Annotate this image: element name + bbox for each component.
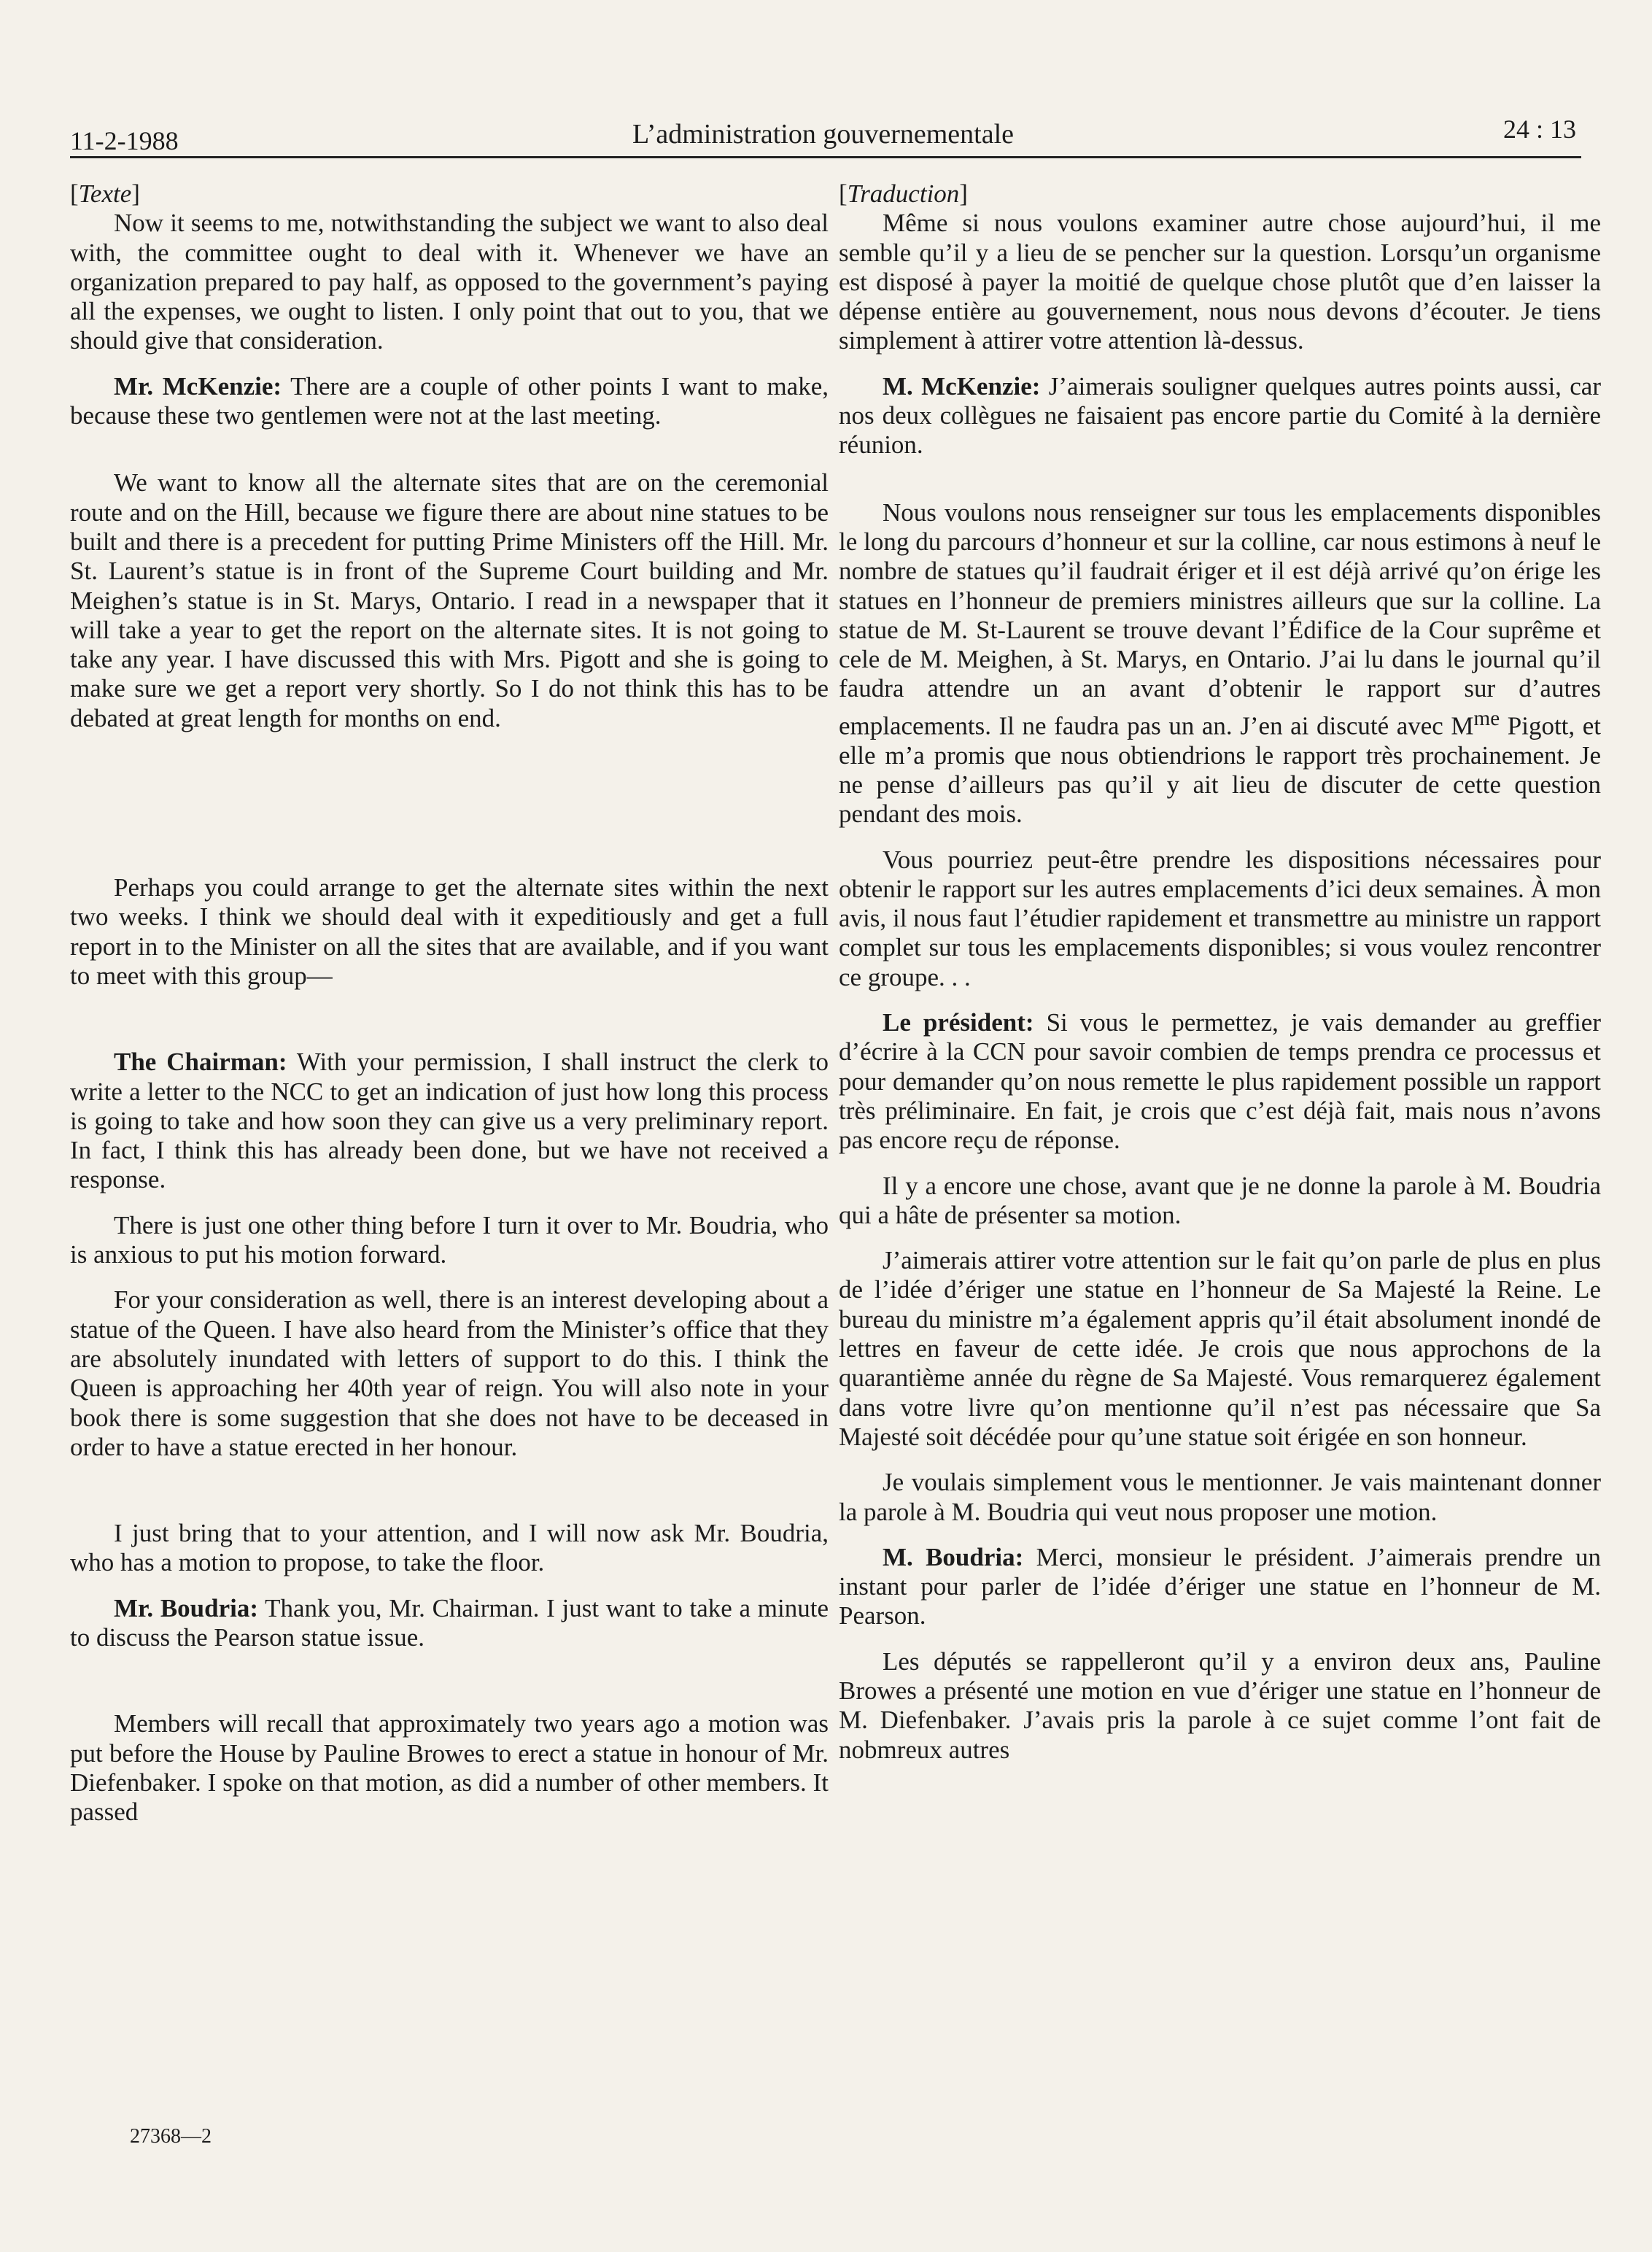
- paragraph: Même si nous voulons examiner autre chose aujourd’hui, il me semble qu’il y a lieu de se pencher sur la question. Lorsqu’un organisme est disposé à payer la moitié de quelque chose plutôt que d’en laisser la dépense entière au gouvernement, nous nous devons d’écouter. Je tiens simplement à attirer votre attention là-dessus.: [839, 209, 1601, 355]
- header-page-number: 24 : 13: [1502, 115, 1576, 144]
- paragraph: Mr. Boudria: Thank you, Mr. Chairman. I just want to take a minute to discuss the Pearson statue issue.: [70, 1593, 829, 1652]
- page-header: [70, 111, 1576, 155]
- footer-print-code: 27368—2: [130, 2125, 212, 2148]
- header-rule: [70, 156, 1581, 158]
- header-title: L’administration gouvernementale: [632, 119, 1015, 150]
- paragraph: Vous pourriez peut-être prendre les dispositions nécessaires pour obtenir le rapport sur les autres emplacements d’ici deux semaines. À mon avis, il nous faut l’étudier rapidement et transmettre au ministre un rapport complet sur tous les emplacements disponibles; si vous voulez rencontrer ce groupe. . .: [839, 845, 1601, 991]
- section-label-traduction: [Traduction]: [839, 179, 968, 208]
- paragraph: Mr. McKenzie: There are a couple of other points I want to make, because these two gentlemen were not at the last meeting.: [70, 371, 829, 430]
- paragraph: Il y a encore une chose, avant que je ne donne la parole à M. Boudria qui a hâte de présenter sa motion.: [839, 1171, 1601, 1229]
- speaker-name: Mr. Boudria:: [114, 1593, 259, 1622]
- paragraph: We want to know all the alternate sites that are on the ceremonial route and on the Hill, because we figure there are about nine statues to be built and there is a precedent for putting Prime Ministers off the Hill. Mr. St. Laurent’s statue is in front of the Supreme Court building and Mr. Meighen’s statue is in St. Marys, Ontario. I read in a newspaper that it will take a year to get the report on the alternate sites. It is not going to take any year. I have discussed this with Mrs. Pigott and she is going to make sure we get a report very shortly. So I do not think this has to be debated at great length for months on end.: [70, 468, 829, 732]
- paragraph: J’aimerais attirer votre attention sur le fait qu’on parle de plus en plus de l’idée d’ériger une statue en l’honneur de Sa Majesté la Reine. Le bureau du ministre m’a également appris qu’il était absolument inondé de lettres en faveur de cette idée. Je crois que nous approchons de la quarantième année du règne de Sa Majesté. Vous remarquerez également dans votre livre qu’on mentionne qu’il n’est pas nécessaire que Sa Majesté soit décédée pour qu’une statue soit érigée en son honneur.: [839, 1246, 1601, 1451]
- speaker-name: M. McKenzie:: [883, 371, 1041, 401]
- paragraph: Le président: Si vous le permettez, je vais demander au greffier d’écrire à la CCN pour savoir combien de temps prendra ce processus et pour demander qu’on nous remette le plus rapidement possible un rapport très préliminaire. En fait, je crois que c’est déjà fait, mais nous n’avons pas encore reçu de réponse.: [839, 1008, 1601, 1155]
- left-column-english: [70, 179, 829, 1843]
- header-date: 11-2-1988: [70, 126, 179, 155]
- speaker-name: Mr. McKenzie:: [114, 371, 282, 401]
- speaker-name: Le président:: [883, 1008, 1034, 1037]
- paragraph: Je voulais simplement vous le mentionner. Je vais maintenant donner la parole à M. Boudria qui veut nous proposer une motion.: [839, 1468, 1601, 1526]
- paragraph: I just bring that to your attention, and I will now ask Mr. Boudria, who has a motion to propose, to take the floor.: [70, 1519, 829, 1577]
- right-column-french: [839, 179, 1601, 1781]
- speaker-name: The Chairman:: [114, 1048, 287, 1077]
- paragraph: M. Boudria: Merci, monsieur le président. J’aimerais prendre un instant pour parler de l’idée d’ériger une statue en l’honneur de M. Pearson.: [839, 1542, 1601, 1630]
- section-label-texte: [Texte]: [70, 179, 140, 208]
- paragraph: Nous voulons nous renseigner sur tous les emplacements disponibles le long du parcours d’honneur et sur la colline, car nous estimons à neuf le nombre de statues qu’il faudrait ériger et il est déjà arrivé qu’on érige les statues en l’honneur de premiers ministres ailleurs que sur la colline. La statue de M. St-Laurent se trouve devant l’Édifice de la Cour suprême et cele de M. Meighen, à St. Marys, en Ontario. J’ai lu dans le journal qu’il faudra attendre un an avant d’obtenir le rapport sur d’autres emplacements. Il ne faudra pas un an. J’en ai discuté avec $M^{me}$ Pigott, et elle m’a promis que nous obtiendrions le rapport très prochainement. Je ne pense d’ailleurs pas qu’il y ait lieu de discuter de cette question pendant des mois.: [839, 498, 1601, 829]
- paragraph: Perhaps you could arrange to get the alternate sites within the next two weeks. I think we should deal with it expeditiously and get a full report in to the Minister on all the sites that are available, and if you want to meet with this group—: [70, 873, 829, 990]
- paragraph: M. McKenzie: J’aimerais souligner quelques autres points aussi, car nos deux collègues ne faisaient pas encore partie du Comité à la dernière réunion.: [839, 371, 1601, 460]
- paragraph: For your consideration as well, there is an interest developing about a statue of the Queen. I have also heard from the Minister’s office that they are absolutely inundated with letters of support to do this. I think the Queen is approaching her 40th year of reign. You will also note in your book there is some suggestion that she does not have to be deceased in order to have a statue erected in her honour.: [70, 1285, 829, 1461]
- speaker-name: M. Boudria:: [883, 1542, 1024, 1571]
- paragraph: Les députés se rappelleront qu’il y a environ deux ans, Pauline Browes a présenté une motion en vue d’ériger une statue en l’honneur de M. Diefenbaker. J’avais pris la parole à ce sujet comme l’ont fait de nobmreux autres: [839, 1647, 1601, 1764]
- paragraph: There is just one other thing before I turn it over to Mr. Boudria, who is anxious to put his motion forward.: [70, 1210, 829, 1269]
- paragraph: The Chairman: With your permission, I shall instruct the clerk to write a letter to the NCC to get an indication of just how long this process is going to take and how soon they can give us a very preliminary report. In fact, I think this has already been done, but we have not received a response.: [70, 1048, 829, 1194]
- paragraph: Members will recall that approximately two years ago a motion was put before the House by Pauline Browes to erect a statue in honour of Mr. Diefenbaker. I spoke on that motion, as did a number of other members. It passed: [70, 1709, 829, 1827]
- paragraph: Now it seems to me, notwithstanding the subject we want to also deal with, the committee ought to deal with it. Whenever we have an organization prepared to pay half, as opposed to the government’s paying all the expenses, we ought to listen. I only point that out to you, that we should give that consideration.: [70, 209, 829, 355]
